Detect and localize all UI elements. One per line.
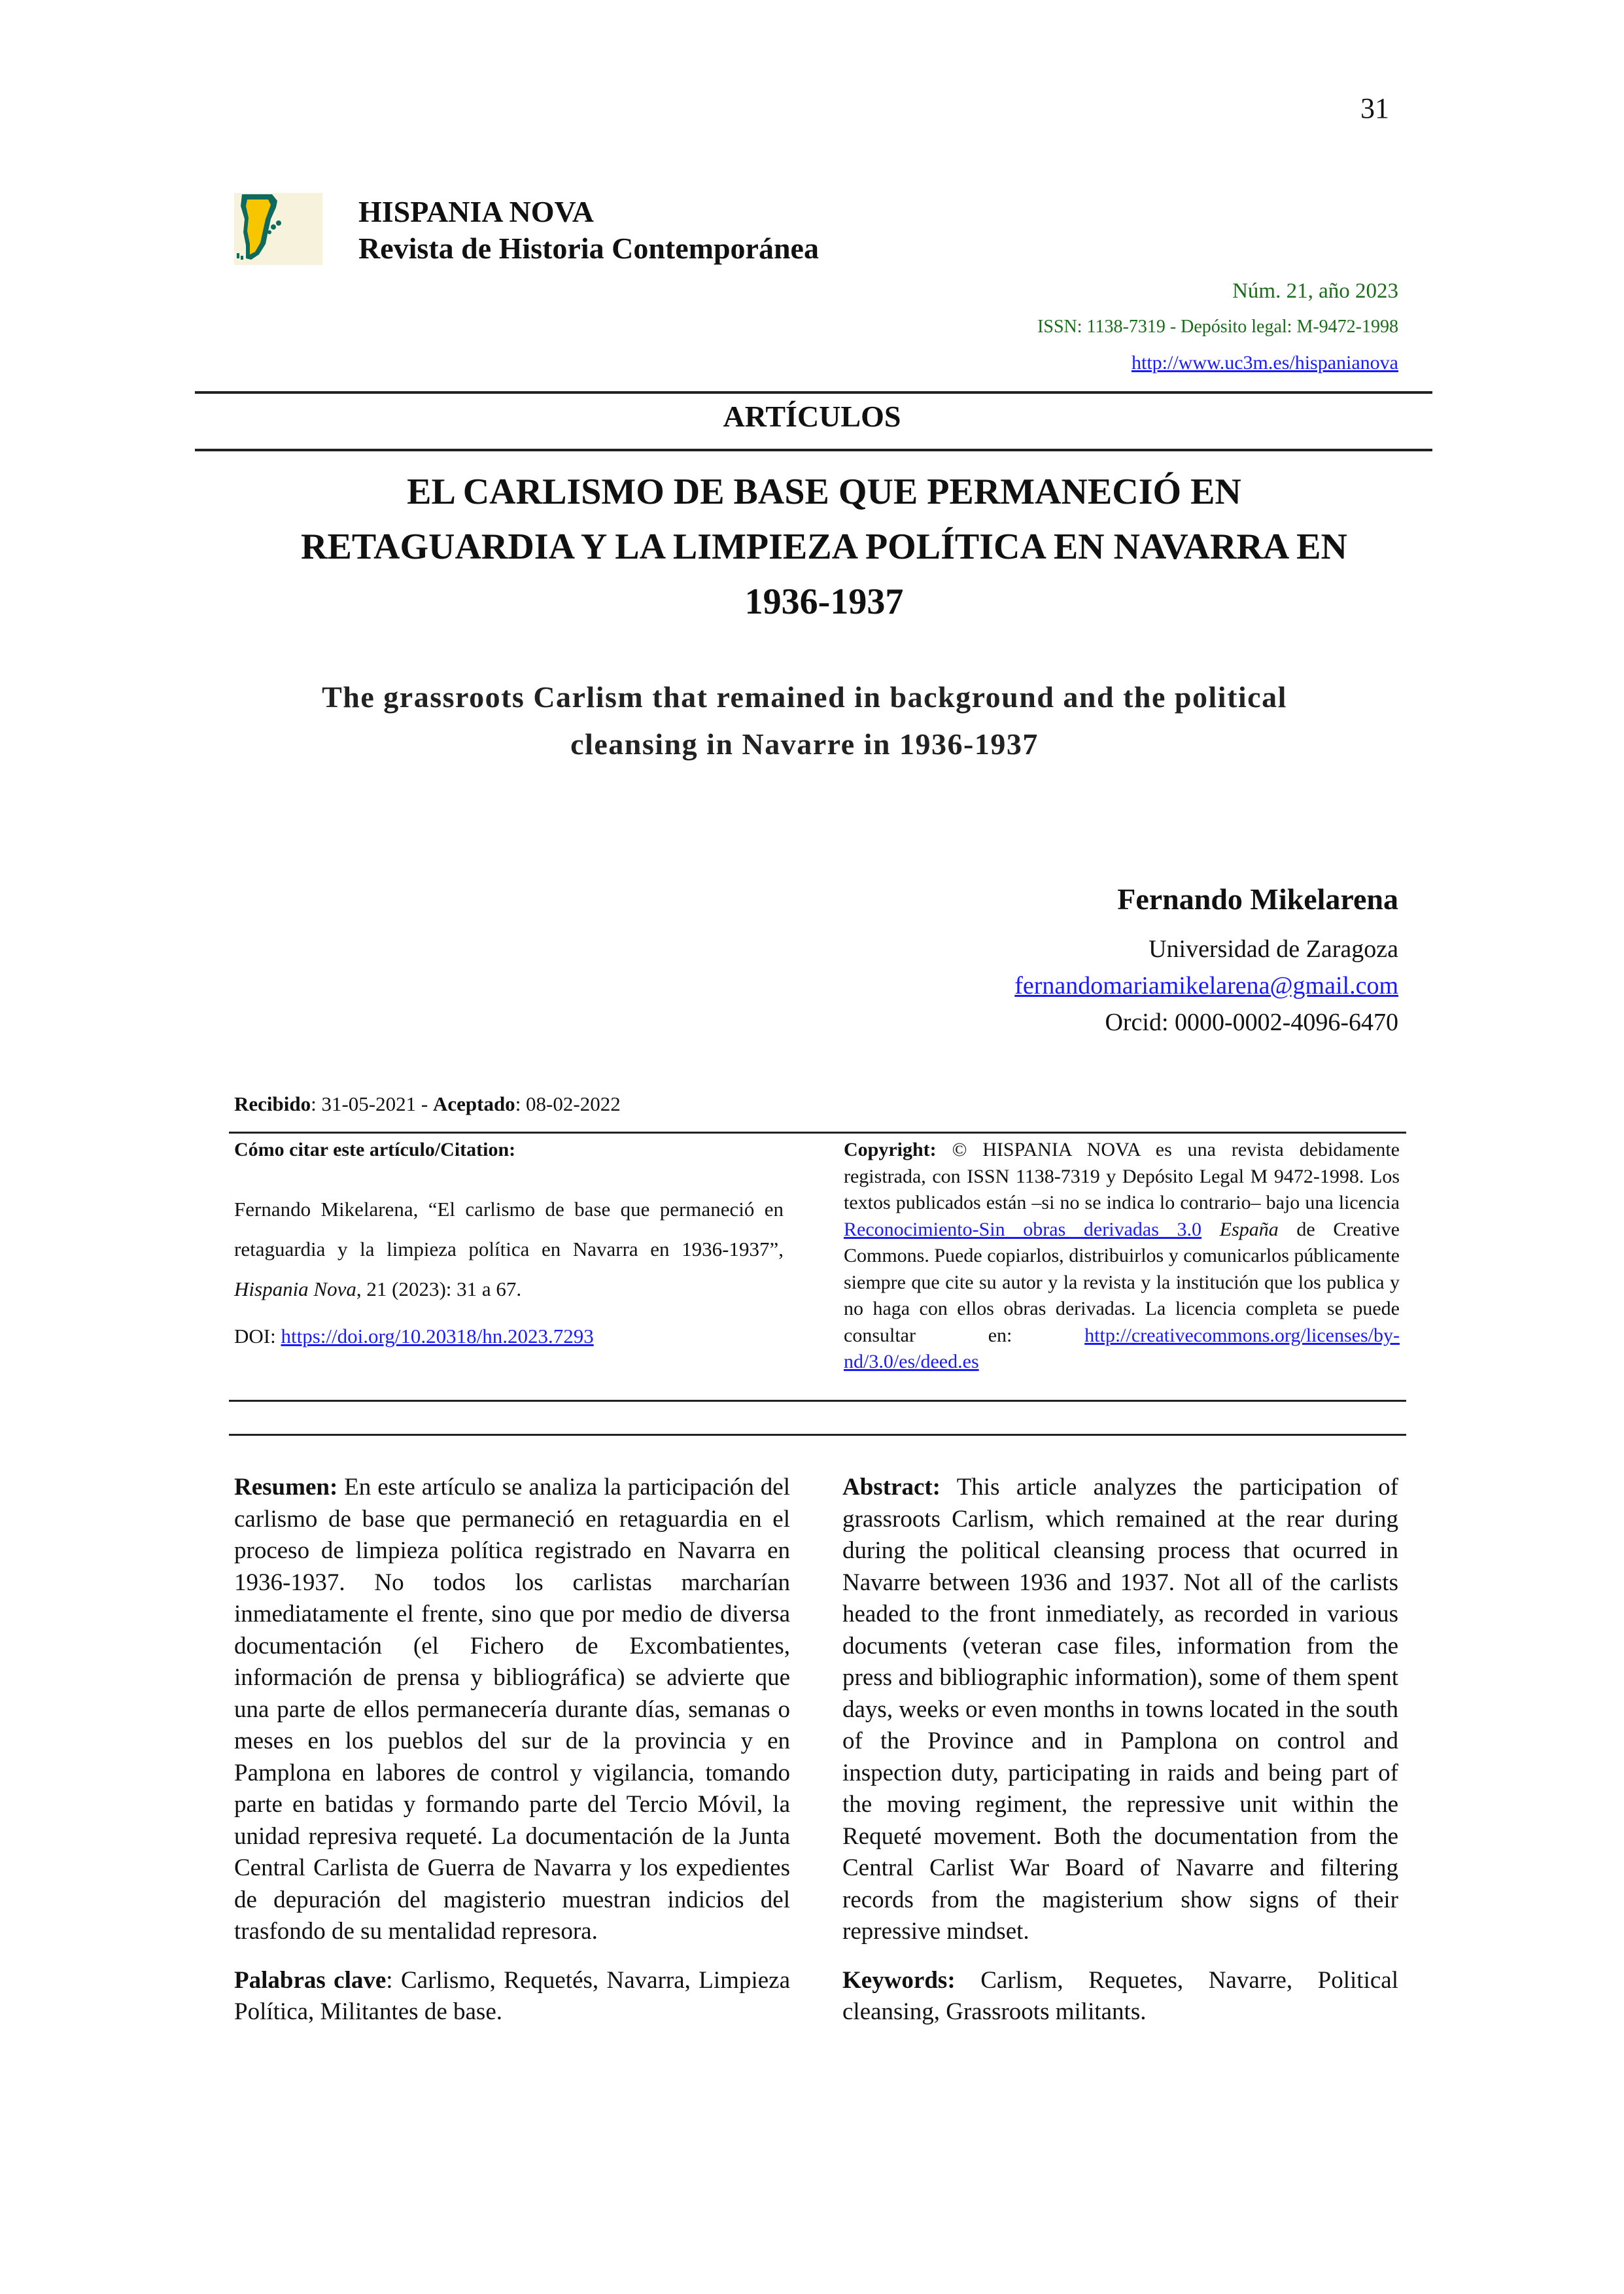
title-es-line-3: 1936-1937	[744, 582, 904, 622]
title-en-line-2: cleansing in Navarre in 1936-1937	[570, 727, 1039, 761]
creative-commons-link[interactable]: http://creativecommons.org/licenses/by-nd/3.0/es/deed.es	[844, 1324, 1400, 1372]
citation-text-start: Fernando Mikelarena, “El carlismo de base que permaneció en retaguardia y la limpieza política en Navarra en 1936-1937”,	[234, 1198, 784, 1260]
section-label: ARTÍCULOS	[723, 400, 901, 433]
abstract-label: Abstract:	[842, 1474, 941, 1501]
citation-text	[234, 1189, 784, 1309]
author-name: Fernando Mikelarena	[1117, 882, 1398, 916]
copyright-label: Copyright:	[844, 1139, 937, 1160]
author-email-link[interactable]: fernandomariamikelarena@gmail.com	[1014, 972, 1398, 999]
citation-box-top-border	[229, 1132, 1406, 1134]
spain-map-logo-icon	[234, 193, 322, 265]
doi-link[interactable]: https://doi.org/10.20318/hn.2023.7293	[281, 1325, 594, 1347]
space	[1201, 1219, 1220, 1240]
article-title-es	[222, 464, 1426, 629]
copyright-text-2: de Creative Commons. Puede copiarlos, distribuirlos y comunicarlos públicamente siempre que cite su autor y la revista y la institución que los publica y no haga con ellos obras derivadas. La licencia completa se puede consultar en:	[844, 1218, 1400, 1346]
abstract-column	[842, 1472, 1398, 2028]
citation-column	[234, 1137, 784, 1349]
issn-line: ISSN: 1138-7319 - Depósito legal: M-9472-1998	[1037, 317, 1398, 337]
article-title-en	[249, 674, 1360, 768]
abstract-paragraph	[842, 1472, 1398, 1948]
author-affiliation: Universidad de Zaragoza	[1149, 935, 1398, 963]
journal-subtitle: Revista de Historia Contemporánea	[358, 232, 819, 265]
copyright-column	[844, 1137, 1400, 1376]
title-en-line-1: The grassroots Carlism that remained in background and the political	[322, 680, 1287, 714]
citation-doi	[234, 1323, 784, 1349]
citation-box-bottom-border	[229, 1400, 1406, 1402]
citation-journal: Hispania Nova	[234, 1277, 356, 1300]
accepted-date: : 08-02-2022	[515, 1092, 621, 1115]
keywords-label: Keywords:	[842, 1966, 956, 1994]
accepted-label: Aceptado	[432, 1092, 515, 1115]
journal-name: HISPANIA NOVA	[358, 195, 594, 228]
copyright-text-1: © HISPANIA NOVA es una revista debidamente registrada, con ISSN 1138-7319 y Depósito Legal M 9472-1998. Los textos publicados están –si no se indica lo contrario– bajo una licencia	[844, 1139, 1400, 1213]
issue-info	[1037, 275, 1398, 379]
received-date: : 31-05-2021 -	[311, 1092, 433, 1115]
divider-top	[195, 391, 1432, 394]
resumen-label: Resumen:	[234, 1474, 338, 1501]
divider-bottom	[195, 449, 1432, 451]
resumen-paragraph	[234, 1472, 790, 1948]
abstract-text: This article analyzes the participation of grassroots Carlism, which remained at the rear during during the political cleansing process that ocurred in Navarre between 1936 and 1937. Not all of the carlists headed to the front inmediately, as recorded in various documents (veteran case files, information from the press and bibliographic information), some of them spent days, weeks or even months in towns located in the south of the Province and in Pamplona on control and inspection duty, participating in raids and being part of the moving regiment, the repressive unit within the Requeté movement. Both the documentation from the Central Carlist War Board of Navarre and filtering records from the magisterium show signs of their repressive mindset.	[842, 1474, 1398, 1945]
palabras-clave-text: : Carlismo, Requetés, Navarra, Limpieza Política, Militantes de base.	[234, 1966, 790, 2025]
copyright-text	[844, 1137, 1400, 1376]
author-orcid: Orcid: 0000-0002-4096-6470	[1105, 1009, 1398, 1036]
title-es-line-2: RETAGUARDIA Y LA LIMPIEZA POLÍTICA EN NAVARRA EN	[301, 527, 1347, 567]
palabras-clave	[234, 1965, 790, 2028]
resumen-column	[234, 1472, 790, 2028]
citation-text-end: , 21 (2023): 31 a 67.	[356, 1277, 522, 1300]
palabras-clave-label: Palabras clave	[234, 1966, 387, 1994]
keywords-text: Carlism, Requetes, Navarre, Political cleansing, Grassroots militants.	[842, 1966, 1398, 2025]
keywords	[842, 1965, 1398, 2028]
abstract-top-border	[229, 1434, 1406, 1436]
journal-url-link[interactable]: http://www.uc3m.es/hispanianova	[1132, 352, 1398, 374]
issue-number: Núm. 21, año 2023	[1232, 279, 1398, 303]
doi-label: DOI:	[234, 1325, 281, 1347]
page-number: 31	[1360, 92, 1389, 124]
received-label: Recibido	[234, 1092, 311, 1115]
submission-dates	[234, 1092, 621, 1116]
citation-heading: Cómo citar este artículo/Citation:	[234, 1139, 516, 1160]
resumen-text: En este artículo se analiza la participación del carlismo de base que permaneció en retaguardia en el proceso de limpieza política registrado en Navarra en 1936-1937. No todos los carlistas marcharían inmediatamente el frente, sino que por medio de diversa documentación (el Fichero de Excombatientes, información de prensa y bibliográfica) se advierte que una parte de ellos permanecería durante días, semanas o meses en los pueblos del sur de la provincia y en Pamplona en labores de control y vigilancia, tomando parte en batidas y formando parte del Tercio Móvil, la unidad represiva requeté. La documentación de la Junta Central Carlista de Guerra de Navarra y los expedientes de depuración del magisterio muestran indicios del trasfondo de su mentalidad represora.	[234, 1474, 790, 1945]
license-link[interactable]: Reconocimiento-Sin obras derivadas 3.0	[844, 1218, 1202, 1240]
author-block	[1014, 880, 1398, 1041]
title-es-line-1: EL CARLISMO DE BASE QUE PERMANECIÓ EN	[407, 472, 1241, 512]
espana-italic: España	[1219, 1218, 1279, 1240]
